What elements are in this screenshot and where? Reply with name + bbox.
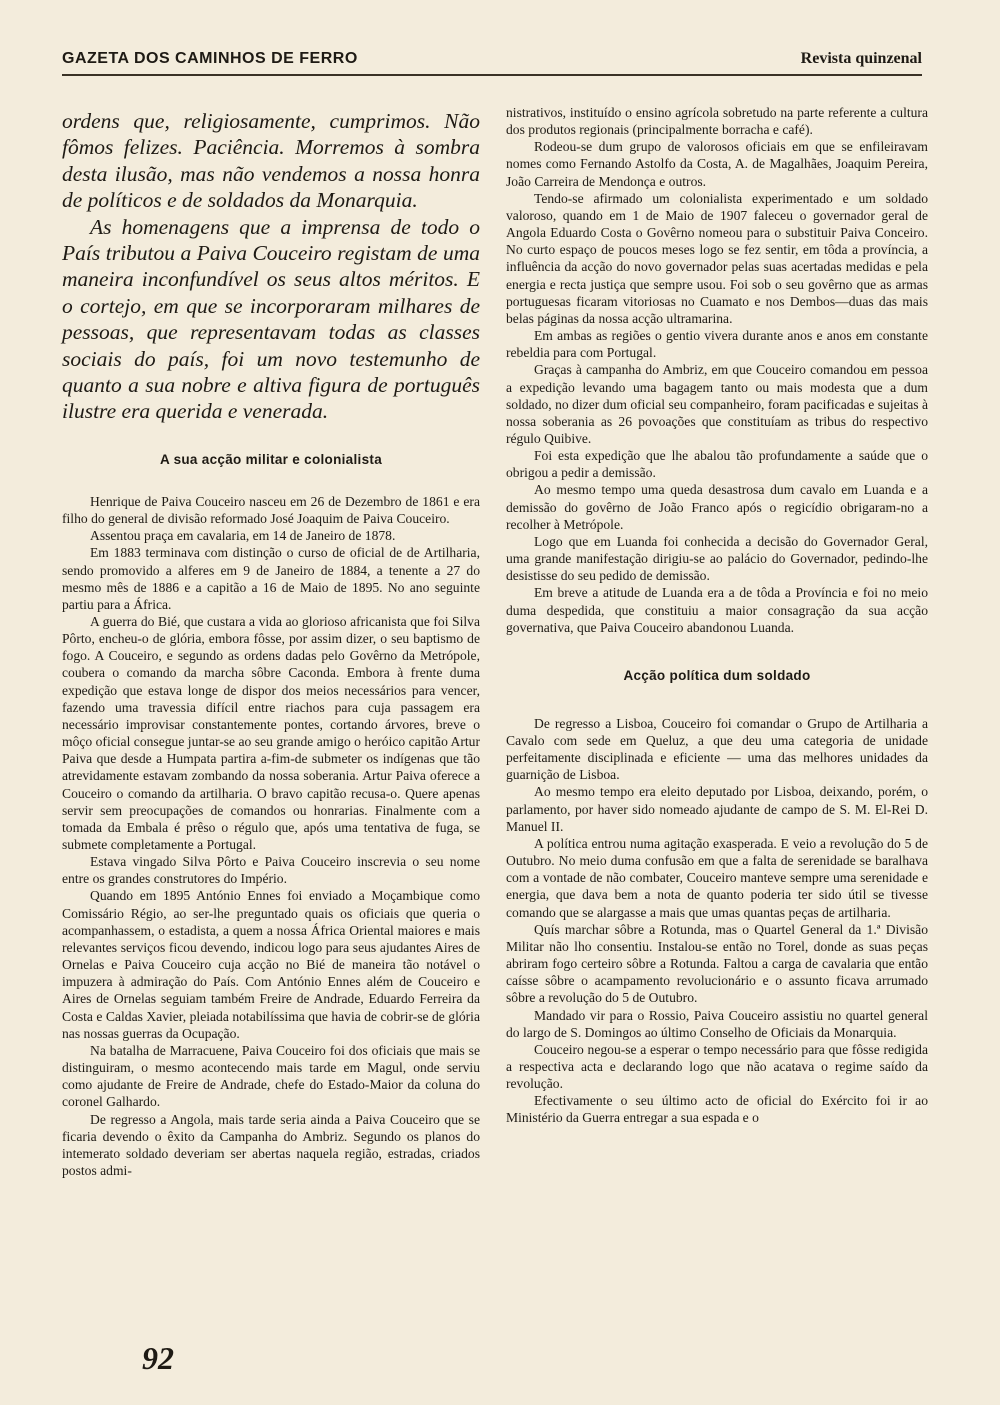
masthead-title: GAZETA DOS CAMINHOS DE FERRO — [62, 50, 358, 67]
section-body-military — [62, 493, 480, 1179]
body-paragraph: A guerra do Bié, que custara a vida ao glorioso africanista que foi Silva Pôrto, encheu-o de glória, embora fôsse, por assim dizer, o seu baptismo de fogo. A Couceiro, e segundo as ordens dadas pelo Govêrno da Metrópole, coubera o comando da marcha sôbre Caconda. Embora à frente duma expedição que estava longe de dispor dos meios necessários para vencer, fazendo uma travessia difícil entre riachos para cuja passagem era necessário improvisar constantemente pontes, cortando árvores, breve o môço oficial consegue juntar-se ao seu grande amigo o heróico capitão Artur Paiva que desde a Humpata partira a-fim-de submeter os indígenas que tão atrevidamente estavam zombando da nossa soberania. Artur Paiva oferece a Couceiro o comando da artilharia. O bravo capitão recusa-o. Quere apenas servir sem preocupações de comandos ou honrarias. Finalmente com a tomada da Embala é prêso o régulo que, após uma tentativa de fuga, se submete completamente a Portugal. — [62, 613, 480, 852]
header-rule — [62, 74, 922, 76]
intro-quote — [62, 108, 480, 425]
section-body-colonial-continued — [506, 104, 928, 636]
right-column — [506, 104, 928, 1127]
body-paragraph: Em 1883 terminava com distinção o curso de oficial de de Artilharia, sendo promovido a alferes em 9 de Janeiro de 1884, a tenente a 27 do mesmo mês de 1886 e a capitão a 16 de Maio de 1895. No ano seguinte partiu para a África. — [62, 545, 480, 612]
page-header — [62, 50, 922, 72]
body-paragraph: Quando em 1895 António Ennes foi enviado a Moçambique como Comissário Régio, ao ser-lhe preguntado quais os oficiais que queria o acompanhassem, o estadista, a quem a nossa África Oriental maiores e mais relevantes serviços ficou devendo, indicou logo para seus ajudantes Aires de Ornelas e Paiva Couceiro cuja acção no Bié de maneira tão notável o impuzera à admiração do País. Com António Ennes além de Couceiro e Aires de Ornelas seguiam também Freire de Andrade, Eduardo Ferreira da Costa e Caldas Xavier, pleiada notabilíssima que havia de cobrir-se de glória nas nossas guerras da Ocupação. — [62, 888, 480, 1041]
body-paragraph: Logo que em Luanda foi conhecida a decisão do Governador Geral, uma grande manifestação dirigiu-se ao palácio do Governador, pedindo-lhe desistisse do seu pedido de demissão. — [506, 533, 928, 584]
page-number: 92 — [142, 1340, 174, 1376]
body-paragraph: A política entrou numa agitação exasperada. E veio a revolução do 5 de Outubro. No meio duma confusão em que a falta de serenidade se baralhava com a vontade de não combater, Couceiro manteve sempre uma serenidade e energia, que dava bem a nota de quanto poderia ter sido útil se tivesse comando que se alargasse a mais que umas quantas peças de artilharia. — [506, 835, 928, 920]
body-paragraph: Em ambas as regiões o gentio vivera durante anos e anos em constante rebeldia para com Portugal. — [506, 328, 928, 361]
body-paragraph: Quís marchar sôbre a Rotunda, mas o Quartel General da 1.ª Divisão Militar não lho consentiu. Instalou-se então no Torel, donde as suas peças abriram fogo certeiro sôbre a Rotunda. Faltou a carga de cavalaria que então caísse sôbre o acampamento revolucionário e o assunto ficava arrumado sôbre a revolução do 5 de Outubro. — [506, 921, 928, 1006]
body-paragraph: Graças à campanha do Ambriz, em que Couceiro comandou em pessoa a expedição levando uma bagagem tanto ou mais modesta que a dum soldado, no dizer dum oficial seu companheiro, foram pacificadas e sujeitas à nossa soberania as 26 povoações que constituíam as tribus do respectivo régulo Quibive. — [506, 362, 928, 446]
body-paragraph: Estava vingado Silva Pôrto e Paiva Couceiro inscrevia o seu nome entre os grandes construtores do Império. — [62, 854, 480, 887]
body-paragraph: Foi esta expedição que lhe abalou tão profundamente a saúde que o obrigou a pedir a demissão. — [506, 448, 928, 481]
section-heading-political: Acção política dum soldado — [623, 667, 811, 683]
body-paragraph: Efectivamente o seu último acto de oficial do Exército foi ir ao Ministério da Guerra entregar a sua espada e o — [506, 1093, 928, 1126]
body-paragraph: Henrique de Paiva Couceiro nasceu em 26 de Dezembro de 1861 e era filho do general de divisão reformado José Joaquim de Paiva Couceiro. — [62, 493, 480, 527]
body-paragraph: De regresso a Lisboa, Couceiro foi comandar o Grupo de Artilharia a Cavalo com sede em Queluz, a que deu uma categoria de unidade perfeitamente disciplinada e eficiente — uma das melhores unidades da guarnição de Lisboa. — [506, 715, 928, 783]
body-paragraph: Couceiro negou-se a esperar o tempo necessário para que fôsse redigida a respectiva acta e declarando logo que não acatava o regime saído da revolução. — [506, 1041, 928, 1092]
body-paragraph: Assentou praça em cavalaria, em 14 de Janeiro de 1878. — [90, 528, 396, 544]
body-paragraph: Rodeou-se dum grupo de valorosos oficiais em que se enfileiravam nomes como Fernando Astolfo da Costa, A. de Magalhães, Joaquim Pereira, João Carreira de Mendonça e outros. — [506, 139, 928, 189]
body-paragraph: Em breve a atitude de Luanda era a de tôda a Província e foi no meio duma despedida, que constituiu a maior consagração da sua acção governativa, que Paiva Couceiro abandonou Luanda. — [506, 585, 928, 635]
body-paragraph: nistrativos, instituído o ensino agrícola sobretudo na parte referente a cultura dos produtos regionais (principalmente borracha e café). — [506, 105, 928, 138]
body-paragraph: Ao mesmo tempo era eleito deputado por Lisboa, deixando, porém, o parlamento, por haver sido nomeado ajudante de campo de S. M. El-Rei D. Manuel II. — [506, 784, 928, 834]
section-heading-military: A sua acção militar e colonialista — [159, 451, 383, 467]
body-paragraph: Ao mesmo tempo uma queda desastrosa dum cavalo em Luanda e a demissão do govêrno de João Franco após o regicídio obrigaram-no a recolher à Metrópole. — [506, 482, 928, 532]
body-paragraph: De regresso a Angola, mais tarde seria ainda a Paiva Couceiro que se ficaria devendo o êxito da Campanha do Ambriz. Segundo os planos do intemerato soldado deveriam ser abertas naquela região, estradas, criados postos admi- — [62, 1111, 480, 1178]
body-paragraph: Na batalha de Marracuene, Paiva Couceiro foi dos oficiais que mais se distinguiram, o mesmo acontecendo mais tarde em Magul, onde serviu como ajudante de Freire de Andrade, chefe do Estado-Maior da coluna do coronel Galhardo. — [62, 1042, 480, 1110]
left-column — [62, 104, 480, 1179]
body-paragraph: Mandado vir para o Rossio, Paiva Couceiro assistiu no quartel general do largo de S. Domingos ao último Conselho de Oficiais da Monarquia. — [506, 1007, 928, 1040]
section-body-political — [506, 715, 928, 1127]
intro-paragraph: As homenagens que a imprensa de todo o País tributou a Paiva Couceiro registam de uma maneira inconfundível os seus altos méritos. E o cortejo, em que se incorporaram milhares de pessoas, que representavam todas as classes sociais do país, foi um novo testemunho de quanto a sua nobre e altiva figura de português ilustre era querida e venerada. — [62, 214, 480, 424]
publication-frequency: Revista quinzenal — [800, 50, 922, 67]
intro-paragraph: ordens que, religiosamente, cumprimos. Não fômos felizes. Paciência. Morremos à sombra desta ilusão, mas não vendemos a nossa honra de políticos e de soldados da Monarquia. — [62, 109, 480, 213]
body-paragraph: Tendo-se afirmado um colonialista experimentado e um soldado valoroso, quando em 1 de Maio de 1907 faleceu o governador geral de Angola Eduardo Costa o Govêrno nomeou para o substituir Paiva Conceiro. No curto espaço de poucos meses logo se fez sentir, em tôda a província, a influência da acção do novo governador pelas suas acertadas medidas e pela energia e recta justiça que sempre usou. Foi sob o seu govêrno que as armas portuguesas ficaram vitoriosas no Cuamato e nos Dembos—duas das mais belas páginas da nossa acção ultramarina. — [506, 190, 928, 326]
